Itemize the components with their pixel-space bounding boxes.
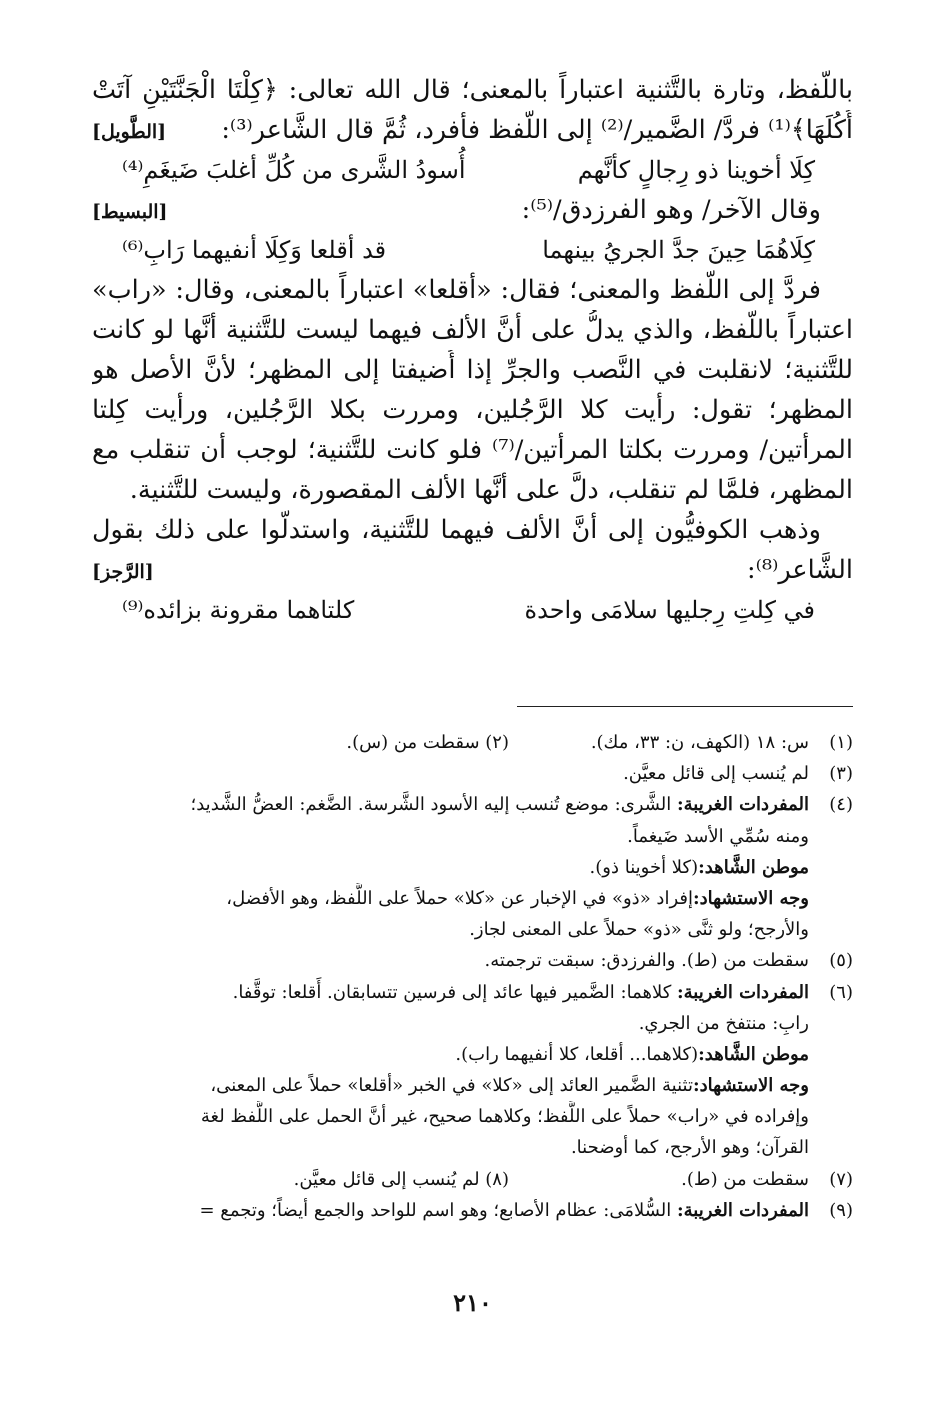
footnote-text: (٨) لم يُنسب إلى قائل معيَّن. bbox=[293, 1168, 509, 1190]
text-line: الشَّاعر⁽⁸⁾: bbox=[746, 555, 853, 585]
footnote-text: س: ١٨ (الكهف، ن: ٣٣، مك). bbox=[590, 732, 809, 753]
footnote-text: السُّلامَى: عظام الأصابع؛ وهو اسم للواحد والجمع أيضاً؛ وتجمع = bbox=[199, 1199, 677, 1221]
footnote-number: (٧) bbox=[829, 1168, 853, 1190]
text-line: فردَّ إلى اللَّفظ والمعنى؛ فقال: «أقلعا» اعتباراً بالمعنى، وقال: «راب» bbox=[92, 275, 821, 305]
footnote bbox=[92, 945, 853, 976]
footnote-continuation: القرآن؛ وهو الأرجح، كما أوضحنا. bbox=[570, 1137, 809, 1159]
verse-second-hemistich: كلتاهما مقرونة بزائده⁽⁹⁾ bbox=[122, 596, 355, 624]
verse-second-hemistich: أُسودُ الشَّرى من كُلِّ أغلبَ ضَيغَمِ⁽⁴⁾ bbox=[122, 156, 466, 184]
meter-label: [الطَّويل] bbox=[92, 121, 167, 143]
text-line: أُكُلَهَا﴾⁽¹⁾ فردَّ/ الضَّمير/⁽²⁾ إلى اللَّفظ فأفرد، ثُمَّ قال الشَّاعر⁽³⁾: bbox=[221, 115, 853, 145]
footnote-text: تثنية الضَّمير العائد إلى «كلا» في الخبر «أقلعا» حملاً على المعنى، bbox=[210, 1075, 693, 1097]
footnote-continuation: والأرجح؛ ولو ثنَّى «ذو» حملاً على المعنى لجاز. bbox=[469, 919, 809, 941]
text-line: المظهر؛ تقول: رأيت كلا الرَّجُلين، ومررت بكلا الرَّجُلين، ورأيت كِلتا bbox=[92, 395, 853, 425]
text-line: المظهر، فلمَّا لم تنقلب، دلَّ على أنَّها الألف المقصورة، وليست للتَّثنية. bbox=[129, 475, 853, 505]
footnote-continuation: ومنه سُمِّي الأسد ضَيغماً. bbox=[627, 825, 809, 847]
footnote bbox=[92, 1195, 853, 1226]
footnote bbox=[92, 789, 853, 820]
text-line-with-meter bbox=[92, 110, 853, 150]
text-line: باللَّفظ، وتارة بالتَّثنية اعتباراً بالمعنى؛ قال الله تعالى: ﴿كِلْتَا الْجَنَّتَيْنِ آتَتْ bbox=[92, 75, 853, 105]
footnote-continuation: رابِ: منتفخ من الجري. bbox=[638, 1012, 809, 1034]
text-line: وقال الآخر/ وهو الفرزدق/⁽⁵⁾: bbox=[521, 195, 821, 225]
footnote-number: (٣) bbox=[829, 763, 853, 785]
footnote-continuation bbox=[92, 883, 853, 914]
footnote-continuation bbox=[92, 1070, 853, 1101]
footnote-label: موطن الشَّاهد: bbox=[698, 856, 809, 878]
footnote-number: (٦) bbox=[829, 981, 853, 1003]
text-line: للتَّثنية؛ لانقلبت في النَّصب والجرِّ إذا أُضيفتا إلى المظهر؛ لأنَّ الأصل هو bbox=[92, 355, 853, 385]
verse-second-hemistich: قد أقلعا وَكِلَا أنفيهما رَابِ⁽⁶⁾ bbox=[122, 236, 387, 264]
footnote-text: إفراد «ذو» في الإخبار عن «كلا» حملاً على اللَّفظ، وهو الأفضل، bbox=[226, 887, 693, 909]
verse-first-hemistich: كِلَاهُمَا حِينَ جدَّ الجريُ بينهما bbox=[542, 236, 815, 264]
footnote bbox=[92, 727, 853, 758]
text-line: المرأتين/ ومررت بكلتا المرأتين/⁽⁷⁾ فلو كانت للتَّثنية؛ لوجب أن تنقلب مع bbox=[92, 435, 853, 465]
footnote-text: (٢) سقطت من (س). bbox=[346, 732, 509, 753]
footnote bbox=[92, 758, 853, 789]
footnote-label: المفردات الغريبة: bbox=[677, 981, 809, 1003]
footnote-continuation: وإفراده في «راب» حملاً على اللَّفظ؛ وكلاهما صحيح، غير أنَّ الحمل على اللَّفظ لغة bbox=[200, 1106, 809, 1128]
footnote-text: سقطت من (ط). والفرزدق: سبقت ترجمته. bbox=[484, 950, 809, 972]
footnote-number: (٥) bbox=[829, 950, 853, 972]
footnote-text: (كلا أخوينا ذو). bbox=[589, 856, 699, 878]
footnote-number: (٤) bbox=[829, 794, 853, 816]
text-line-with-meter bbox=[92, 190, 853, 230]
footnote-label: المفردات الغريبة: bbox=[677, 794, 809, 816]
poetry-verse bbox=[92, 230, 853, 270]
footnote-text: كلاهما: الضَّمير فيها عائد إلى فرسين تتسابقان. أَقلعا: توقَّفا. bbox=[232, 981, 677, 1003]
footnote-number: (٩) bbox=[829, 1199, 853, 1221]
meter-label: [الرَّجز] bbox=[92, 561, 154, 583]
main-text bbox=[92, 70, 853, 630]
footnote-label: وجه الاستشهاد: bbox=[692, 1075, 809, 1097]
text-line-with-meter bbox=[92, 550, 853, 590]
footnote-continuation bbox=[92, 1039, 853, 1070]
text-line: وذهب الكوفيُّون إلى أنَّ الألف فيهما للتَّثنية، واستدلُّوا على ذلك بقول bbox=[92, 515, 821, 545]
footnote-label: المفردات الغريبة: bbox=[677, 1199, 809, 1221]
poetry-verse bbox=[92, 590, 853, 630]
footnote-text: (كلاهما... أقلعا، كلا أنفيهما راب). bbox=[455, 1043, 699, 1065]
footnote bbox=[92, 977, 853, 1008]
footnote-label: وجه الاستشهاد: bbox=[692, 887, 809, 909]
text-line: اعتباراً باللَّفظ، والذي يدلُّ على أنَّ الألف فيهما ليست للتَّثنية أنَّها لو كانت bbox=[92, 315, 853, 345]
footnote-continuation bbox=[92, 852, 853, 883]
verse-first-hemistich: كِلَا أخوينا ذو رِجالٍ كأنَّهم bbox=[577, 156, 815, 184]
poetry-verse bbox=[92, 150, 853, 190]
verse-first-hemistich: في كِلتِ رِجليها سلامَى واحدة bbox=[524, 596, 815, 624]
footnote bbox=[92, 1164, 853, 1195]
page-number: ٢١٠ bbox=[453, 1288, 492, 1317]
footnotes bbox=[92, 727, 853, 1226]
footnote-text: سقطت من (ط). bbox=[681, 1168, 809, 1190]
footnote-separator bbox=[517, 706, 853, 707]
footnote-text: الشَّرى: موضع تُنسب إليه الأسود الشَّرسة. الضَّغم: العضُّ الشَّديد؛ bbox=[190, 794, 677, 816]
meter-label: [البسيط] bbox=[92, 201, 168, 223]
footnote-label: موطن الشَّاهد: bbox=[698, 1043, 809, 1065]
footnote-text: لم يُنسب إلى قائل معيَّن. bbox=[623, 763, 809, 785]
footnote-number: (١) bbox=[829, 732, 853, 753]
